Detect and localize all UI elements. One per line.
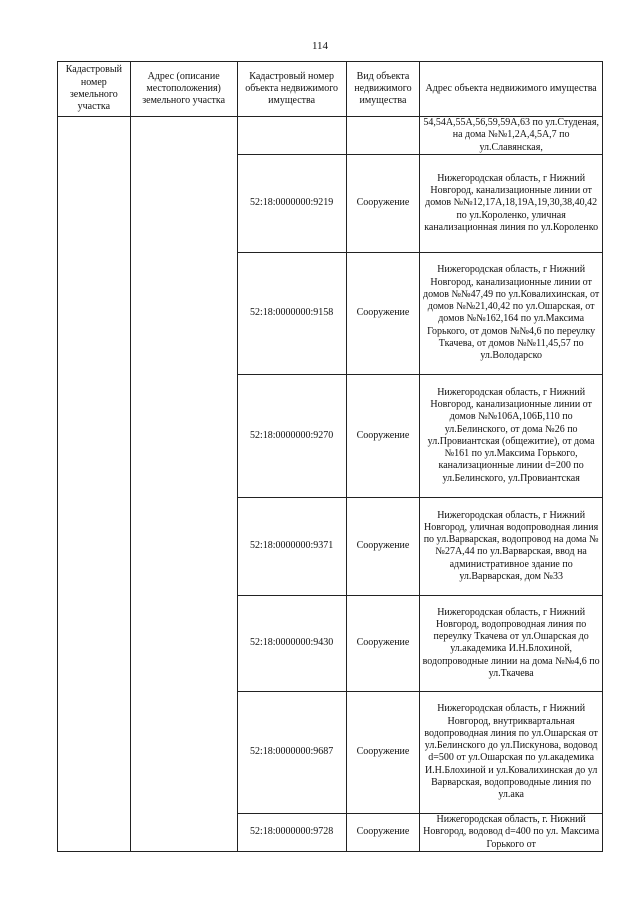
object-address-cell: Нижегородская область, г Нижний Новгород, внутриквартальная водопроводная линия по ул.Ошарская от ул.Белинского до ул.Пискунова, водовод d=500 от ул.Ошарская по ул.академика И.Н.Блохиной и ул.Ковалихинская до ул Варварская, водопроводные линия по ул.ака — [420, 691, 603, 813]
land-cadastral-cell — [58, 117, 131, 852]
header-land-cadastral: Кадастровый номер земельного участка — [58, 62, 131, 117]
object-address-cell: Нижегородская область, г Нижний Новгород, уличная водопроводная линия по ул.Варварская, водопровод на дома №№27А,44 по ул.Варварская, ввод на административное здание по ул.Варварская, дом №33 — [420, 497, 603, 595]
object-cadastral-cell: 52:18:0000000:9219 — [237, 154, 346, 252]
header-object-cadastral: Кадастровый номер объекта недвижимого имущества — [237, 62, 346, 117]
object-type-cell: Сооружение — [346, 595, 420, 691]
object-address-cell: Нижегородская область, г Нижний Новгород, канализационные линии от домов №№106А,106Б,110 по ул.Белинского, от дома №26 по ул.Провиантская (общежитие), от дома №161 по ул.Максима Горького, канализационные линии d=200 по ул.Белинского, ул.Провиантская — [420, 374, 603, 497]
object-type-cell: Сооружение — [346, 497, 420, 595]
land-address-cell — [130, 117, 237, 852]
table-row — [58, 117, 603, 155]
object-type-cell: Сооружение — [346, 252, 420, 374]
object-cadastral-cell: 52:18:0000000:9430 — [237, 595, 346, 691]
object-cadastral-cell: 52:18:0000000:9270 — [237, 374, 346, 497]
object-cadastral-cell: 52:18:0000000:9158 — [237, 252, 346, 374]
object-address-cell: Нижегородская область, г Нижний Новгород, канализационные линии от домов №№12,17А,18,19А,19,30,38,40,42 по ул.Короленко, уличная канализационная линия по ул.Короленко — [420, 154, 603, 252]
table-header-row — [58, 62, 603, 117]
object-type-cell — [346, 117, 420, 155]
object-type-cell: Сооружение — [346, 813, 420, 851]
object-type-cell: Сооружение — [346, 374, 420, 497]
object-address-cell: Нижегородская область, г Нижний Новгород, водопроводная линия по переулку Ткачева от ул.Ошарская до ул.академика И.Н.Блохиной, водопроводные линии на дома №№4,6 по ул.Ткачева — [420, 595, 603, 691]
object-cadastral-cell: 52:18:0000000:9728 — [237, 813, 346, 851]
property-register-table — [57, 61, 603, 852]
object-address-cell: 54,54А,55А,56,59,59А,63 по ул.Студеная, на дома №№1,2А,4,5А,7 по ул.Славянская, — [420, 117, 603, 155]
object-type-cell: Сооружение — [346, 691, 420, 813]
page-number: 114 — [311, 40, 329, 52]
object-cadastral-cell: 52:18:0000000:9687 — [237, 691, 346, 813]
header-land-address: Адрес (описание местоположения) земельного участка — [130, 62, 237, 117]
object-cadastral-cell — [237, 117, 346, 155]
object-type-cell: Сооружение — [346, 154, 420, 252]
object-address-cell: Нижегородская область, г. Нижний Новгород, водовод d=400 по ул. Максима Горького от — [420, 813, 603, 851]
object-cadastral-cell: 52:18:0000000:9371 — [237, 497, 346, 595]
object-address-cell: Нижегородская область, г Нижний Новгород, канализационные линии от домов №№47,49 по ул.Ковалихинская, от домов №№21,40,42 по ул.Ошарская, от домов №№162,164 по ул.Максима Горького, от домов №№4,6 по переулку Ткачева, от домов №№11,45,57 по ул.Володарско — [420, 252, 603, 374]
header-object-address: Адрес объекта недвижимого имущества — [420, 62, 603, 117]
header-object-type: Вид объекта недвижимого имущества — [346, 62, 420, 117]
